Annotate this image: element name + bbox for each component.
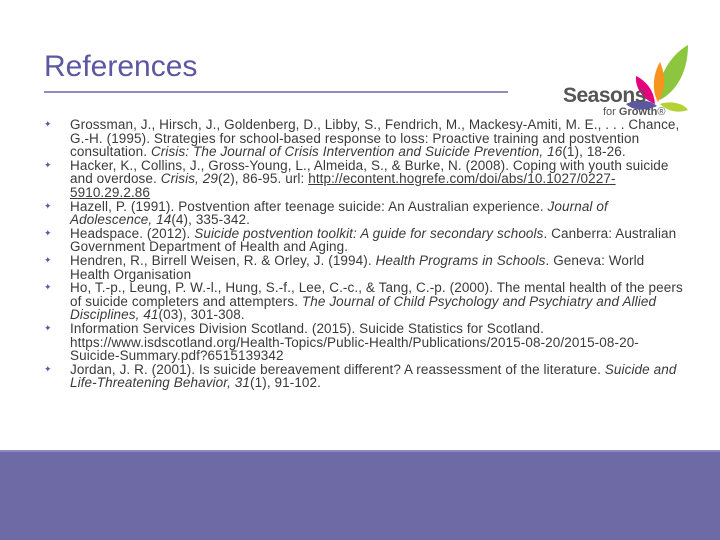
bullet-icon: ✦ xyxy=(44,254,52,265)
reference-item: ✦ Hacker, K., Collins, J., Gross-Young, L., Almeida, S., & Burke, N. (2008). Coping with youth suicide and overdose. Crisis, 29(2), 86-95. url: http://econtent.hogrefe.com/doi/abs/10.1027/0227-5910.29.2.86 xyxy=(44,157,669,200)
reference-item: ✦ Hendren, R., Birrell Weisen, R. & Orley, J. (1994). Health Programs in Schools. Geneva: World Health Organisation xyxy=(44,252,645,282)
bullet-icon: ✦ xyxy=(44,119,52,129)
footer-band xyxy=(0,452,720,540)
bullet-icon: ✦ xyxy=(44,363,52,374)
logo-word: Seasons xyxy=(563,84,646,107)
title-divider xyxy=(44,91,508,93)
reference-item: ✦ Information Services Division Scotland. (2015). Suicide Statistics for Scotland. https://www.isdscotland.org/Health-Topics/Public-Health/Publications/2015-08-20/2015-08-20-Suicide-Summary.pdf?6515139342 xyxy=(44,320,639,364)
reference-item: ✦ Headspace. (2012). Suicide postvention toolkit: A guide for secondary schools. Canberra: Australian Government Department of Health and Aging. xyxy=(44,225,677,255)
reference-item: ✦ Grossman, J., Hirsch, J., Goldenberg, D., Libby, S., Fendrich, M., Mackesy-Amiti, M. E., . . . Chance, G.-H. (1995). Strategies for school-based response to loss: Proactive training and postvention consultation. Crisis: The Journal of Crisis Intervention and Suicide Prevention, 16(1), 18-26. xyxy=(44,117,680,160)
reference-item: ✦ Jordan, J. R. (2001). Is suicide bereavement different? A reassessment of the literature. Suicide and Life-Threatening Behavior, 31(1), 91-102. xyxy=(44,361,677,391)
logo-leaf-green xyxy=(659,45,688,100)
reference-item: ✦ Hazell, P. (1991). Postvention after teenage suicide: An Australian experience. Journal of Adolescence, 14(4), 335-342. xyxy=(44,198,608,228)
bullet-icon: ✦ xyxy=(44,159,52,170)
reference-list xyxy=(44,118,684,390)
bullet-icon: ✦ xyxy=(44,322,52,333)
logo-subtitle: for Growth® xyxy=(603,106,666,118)
reference-link[interactable]: http://econtent.hogrefe.com/doi/abs/10.1027/0227-5910.29.2.86 xyxy=(70,171,616,200)
bullet-icon: ✦ xyxy=(44,200,52,211)
page-title: References xyxy=(44,50,198,83)
reference-item: ✦ Ho, T.-p., Leung, P. W.-l., Hung, S.-f., Lee, C.-c., & Tang, C.-p. (2000). The mental health of the peers of suicide completers and attempters. The Journal of Child Psychology and Psychiatry and Allied Disciplines, 41(03), 301-308. xyxy=(44,280,683,323)
bullet-icon: ✦ xyxy=(44,227,52,238)
bullet-icon: ✦ xyxy=(44,282,52,293)
